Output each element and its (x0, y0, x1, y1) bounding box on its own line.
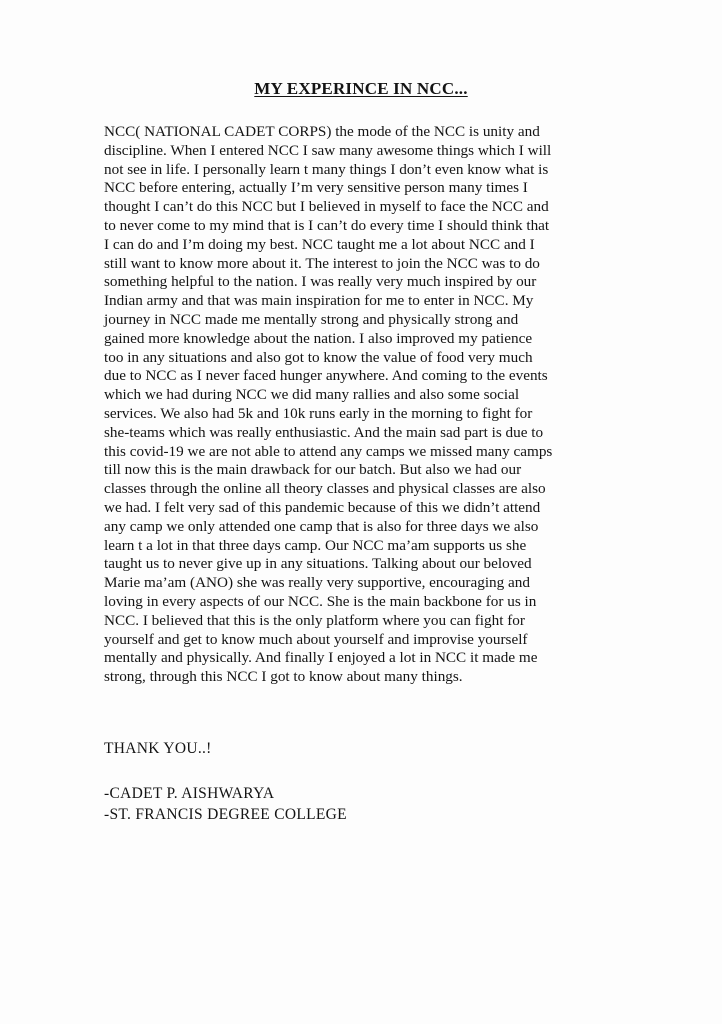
body-line: I can do and I’m doing my best. NCC taught me a lot about NCC and I (104, 235, 535, 253)
body-line: thought I can’t do this NCC but I believed in myself to face the NCC and (104, 198, 549, 216)
body-line: taught us to never give up in any situations. Talking about our beloved (104, 555, 532, 573)
body-line: we had. I felt very sad of this pandemic because of this we didn’t attend (104, 498, 541, 516)
body-line: due to NCC as I never faced hunger anywhere. And coming to the events (104, 367, 548, 385)
body-line: Indian army and that was main inspiration for me to enter in NCC. My (104, 292, 534, 310)
signature-name: -CADET P. AISHWARYA (104, 785, 275, 802)
body-line: loving in every aspects of our NCC. She is the main backbone for us in (104, 592, 537, 610)
body-line: Marie ma’am (ANO) she was really very supportive, encouraging and (104, 574, 530, 592)
document-body (104, 123, 624, 687)
signature-block (104, 783, 347, 825)
body-line: services. We also had 5k and 10k runs early in the morning to fight for (104, 404, 533, 422)
body-line: journey in NCC made me mentally strong and physically strong and (104, 310, 519, 328)
document-title-text: MY EXPERINCE IN NCC... (254, 79, 468, 98)
signature-college: -ST. FRANCIS DEGREE COLLEGE (104, 806, 347, 823)
closing-text: THANK YOU..! (104, 740, 212, 757)
body-line: discipline. When I entered NCC I saw many awesome things which I will (104, 141, 552, 159)
body-line: NCC. I believed that this is the only platform where you can fight for (104, 611, 525, 629)
body-line: till now this is the main drawback for our batch. But also we had our (104, 461, 522, 479)
body-line: NCC( NATIONAL CADET CORPS) the mode of the NCC is unity and (104, 123, 540, 140)
document-title (0, 79, 722, 99)
body-line: not see in life. I personally learn t many things I don’t even know what is (104, 160, 549, 178)
body-line: classes through the online all theory classes and physical classes are also (104, 480, 546, 498)
body-line: mentally and physically. And finally I enjoyed a lot in NCC it made me (104, 649, 538, 667)
body-line: this covid-19 we are not able to attend any camps we missed many camps (104, 442, 553, 460)
body-line: strong, through this NCC I got to know about many things. (104, 668, 463, 686)
body-line: something helpful to the nation. I was really very much inspired by our (104, 273, 537, 291)
body-line: yourself and get to know much about yourself and improvise yourself (104, 630, 528, 648)
body-line: any camp we only attended one camp that is also for three days we also (104, 517, 539, 535)
body-line: which we had during NCC we did many rallies and also some social (104, 386, 520, 404)
body-line: learn t a lot in that three days camp. Our NCC ma’am supports us she (104, 536, 527, 554)
body-line: still want to know more about it. The interest to join the NCC was to do (104, 254, 540, 272)
body-line: NCC before entering, actually I’m very sensitive person many times I (104, 179, 528, 197)
body-line: too in any situations and also got to know the value of food very much (104, 348, 533, 366)
body-line: to never come to my mind that is I can’t do every time I should think that (104, 216, 550, 234)
body-line: gained more knowledge about the nation. I also improved my patience (104, 329, 533, 347)
body-line: she-teams which was really enthusiastic. And the main sad part is due to (104, 423, 544, 441)
